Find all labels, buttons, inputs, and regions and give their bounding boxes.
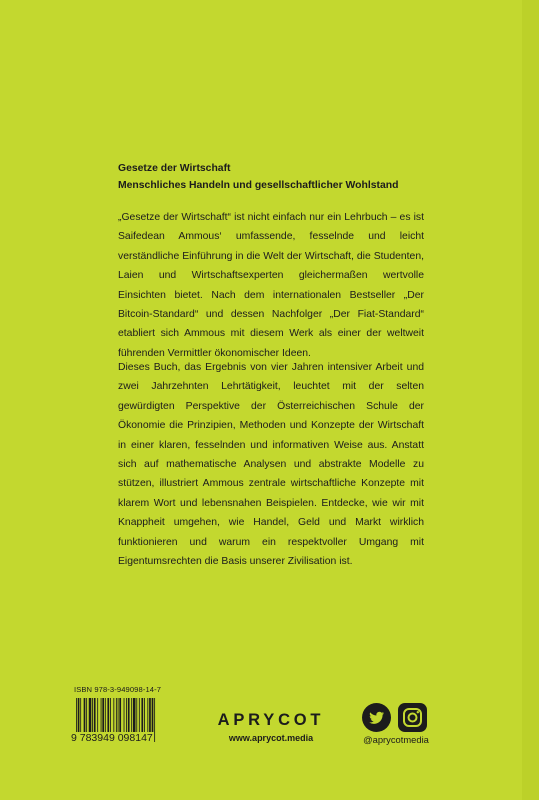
publisher-logo: APRYCOT xyxy=(217,711,325,729)
spine-edge xyxy=(522,0,539,800)
book-subtitle: Menschliches Handeln und gesellschaftlicher Wohlstand xyxy=(118,180,399,191)
blurb-paragraph-2: Dieses Buch, das Ergebnis von vier Jahren intensiver Arbeit und zwei Jahrzehnten Lehrtätigkeit, leuchtet mit der selten gewürdigten Perspektive der Österreichischen Schule der Ökonomie die Prinzipien, Methoden und Konzepte der Wirtschaft in einer klaren, fesselnden und informativen Weise aus. Anstatt sich auf mathematische Analysen und abstrakte Modelle zu stützen, illustriert Ammous zentrale wirtschaftliche Konzepte mit klarem Wort und lebensnahen Beispielen. Entdecke, wie wir mit Knappheit umgehen, wie Handel, Geld und Markt wirklich funktionieren und warum ein respektvoller Umgang mit Eigentumsrechten die Basis unserer Zivilisation ist. xyxy=(118,362,424,568)
social-icons xyxy=(362,703,428,733)
barcode-digits: 9 783949 098147 xyxy=(71,732,153,744)
book-title: Gesetze der Wirtschaft xyxy=(118,163,231,174)
twitter-icon[interactable] xyxy=(362,703,391,732)
blurb-paragraph-1: „Gesetze der Wirtschaft“ ist nicht einfach nur ein Lehrbuch – es ist Saifedean Ammous‘ umfassende, fesselnde und leicht verständliche Einführung in die Welt der Wirtschaft, die Studenten, Laien und Wirtschaftsexperten gleichermaßen wertvolle Einsichten bietet. Nach dem internationalen Bestseller „Der Bitcoin-Standard“ und dessen Nachfolger „Der Fiat-Standard“ etabliert sich Ammous mit diesem Werk als einer der weltweit führenden Vermittler ökonomischer Ideen. xyxy=(118,212,424,359)
instagram-icon[interactable] xyxy=(398,703,427,732)
barcode-bar xyxy=(154,698,155,742)
publisher-url[interactable]: www.aprycot.media xyxy=(228,733,314,743)
isbn-text: ISBN 978-3-949098-14-7 xyxy=(74,685,162,694)
back-cover-heading xyxy=(118,160,438,194)
social-handle[interactable]: @aprycotmedia xyxy=(363,734,429,745)
